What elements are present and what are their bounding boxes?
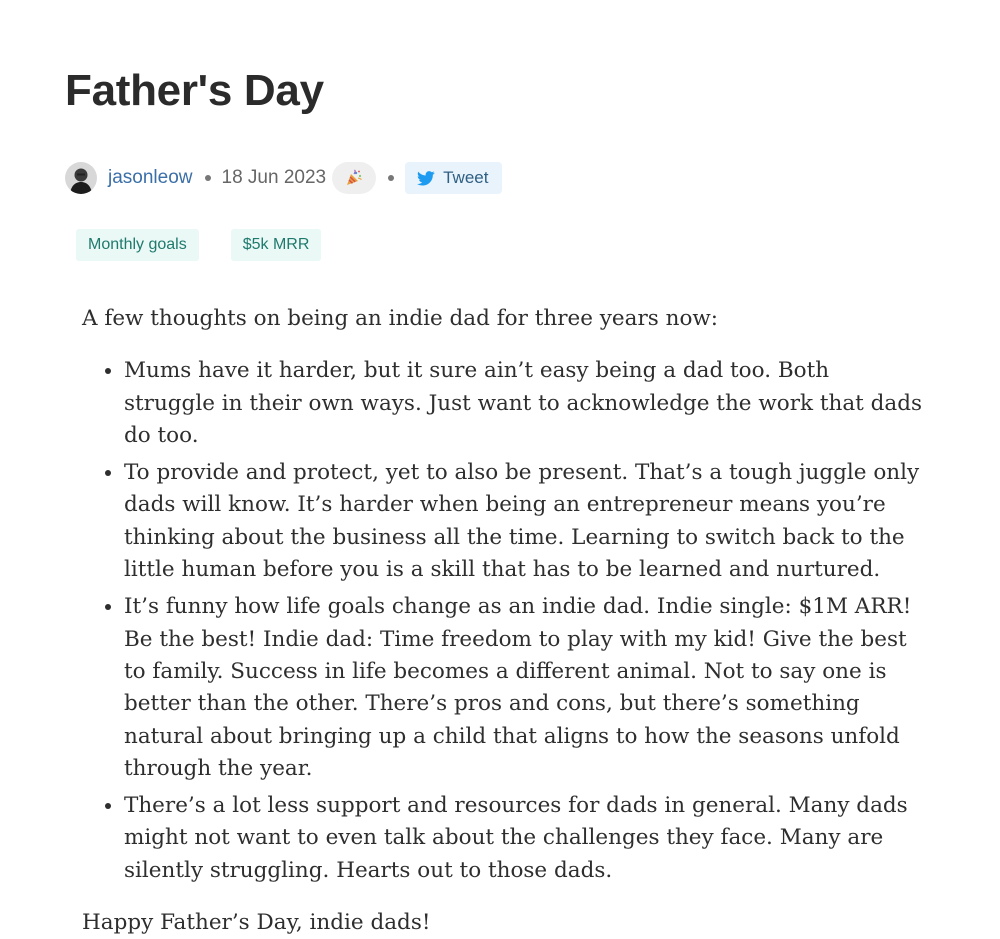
author-link[interactable]: jasonleow (108, 167, 193, 188)
party-popper-icon (345, 169, 363, 187)
closing-paragraph: Happy Father’s Day, indie dads! (82, 910, 431, 936)
avatar-photo (65, 162, 97, 194)
tweet-label: Tweet (443, 168, 489, 187)
list-item: • To provide and protect, yet to also be present. That’s a tough juggle only dads will know. It’s harder when being an entrepreneur means you’re thinking about the business all the time. Learning to switch back to the little human before you is a skill that has to be learned and nurtured. (124, 457, 922, 586)
list-item: • There’s a lot less support and resources for dads in general. Many dads might not want to even talk about the challenges they face. Many are silently struggling. Hearts out to those dads. (124, 790, 922, 887)
list-item: • It’s funny how life goals change as an indie dad. Indie single: $1M ARR! Be the best! Indie dad: Time freedom to play with my kid! Give the best to family. Success in life becomes a different animal. Not to say one is better than the other. There’s pros and cons, but there’s something natural about bringing up a child that aligns to how the seasons unfold through the year. (124, 591, 922, 785)
reaction-button[interactable] (332, 162, 376, 194)
post-meta (65, 160, 502, 196)
separator-dot (205, 175, 211, 181)
post-title: Father's Day (65, 66, 324, 115)
avatar[interactable] (65, 162, 97, 194)
bullet-list (82, 355, 922, 887)
tweet-button[interactable] (405, 162, 502, 194)
intro-paragraph: A few thoughts on being an indie dad for three years now: (82, 306, 719, 331)
post-date: 18 Jun 2023 (221, 167, 327, 188)
tag-list (76, 229, 353, 261)
twitter-bird-icon (417, 171, 435, 186)
separator-dot (388, 175, 394, 181)
list-item: • Mums have it harder, but it sure ain’t easy being a dad too. Both struggle in their own ways. Just want to acknowledge the work that dads do too. (124, 355, 922, 452)
tag-monthly-goals[interactable]: Monthly goals (76, 229, 199, 261)
tag-5k-mrr[interactable]: $5k MRR (231, 229, 322, 261)
post-body (82, 303, 922, 939)
